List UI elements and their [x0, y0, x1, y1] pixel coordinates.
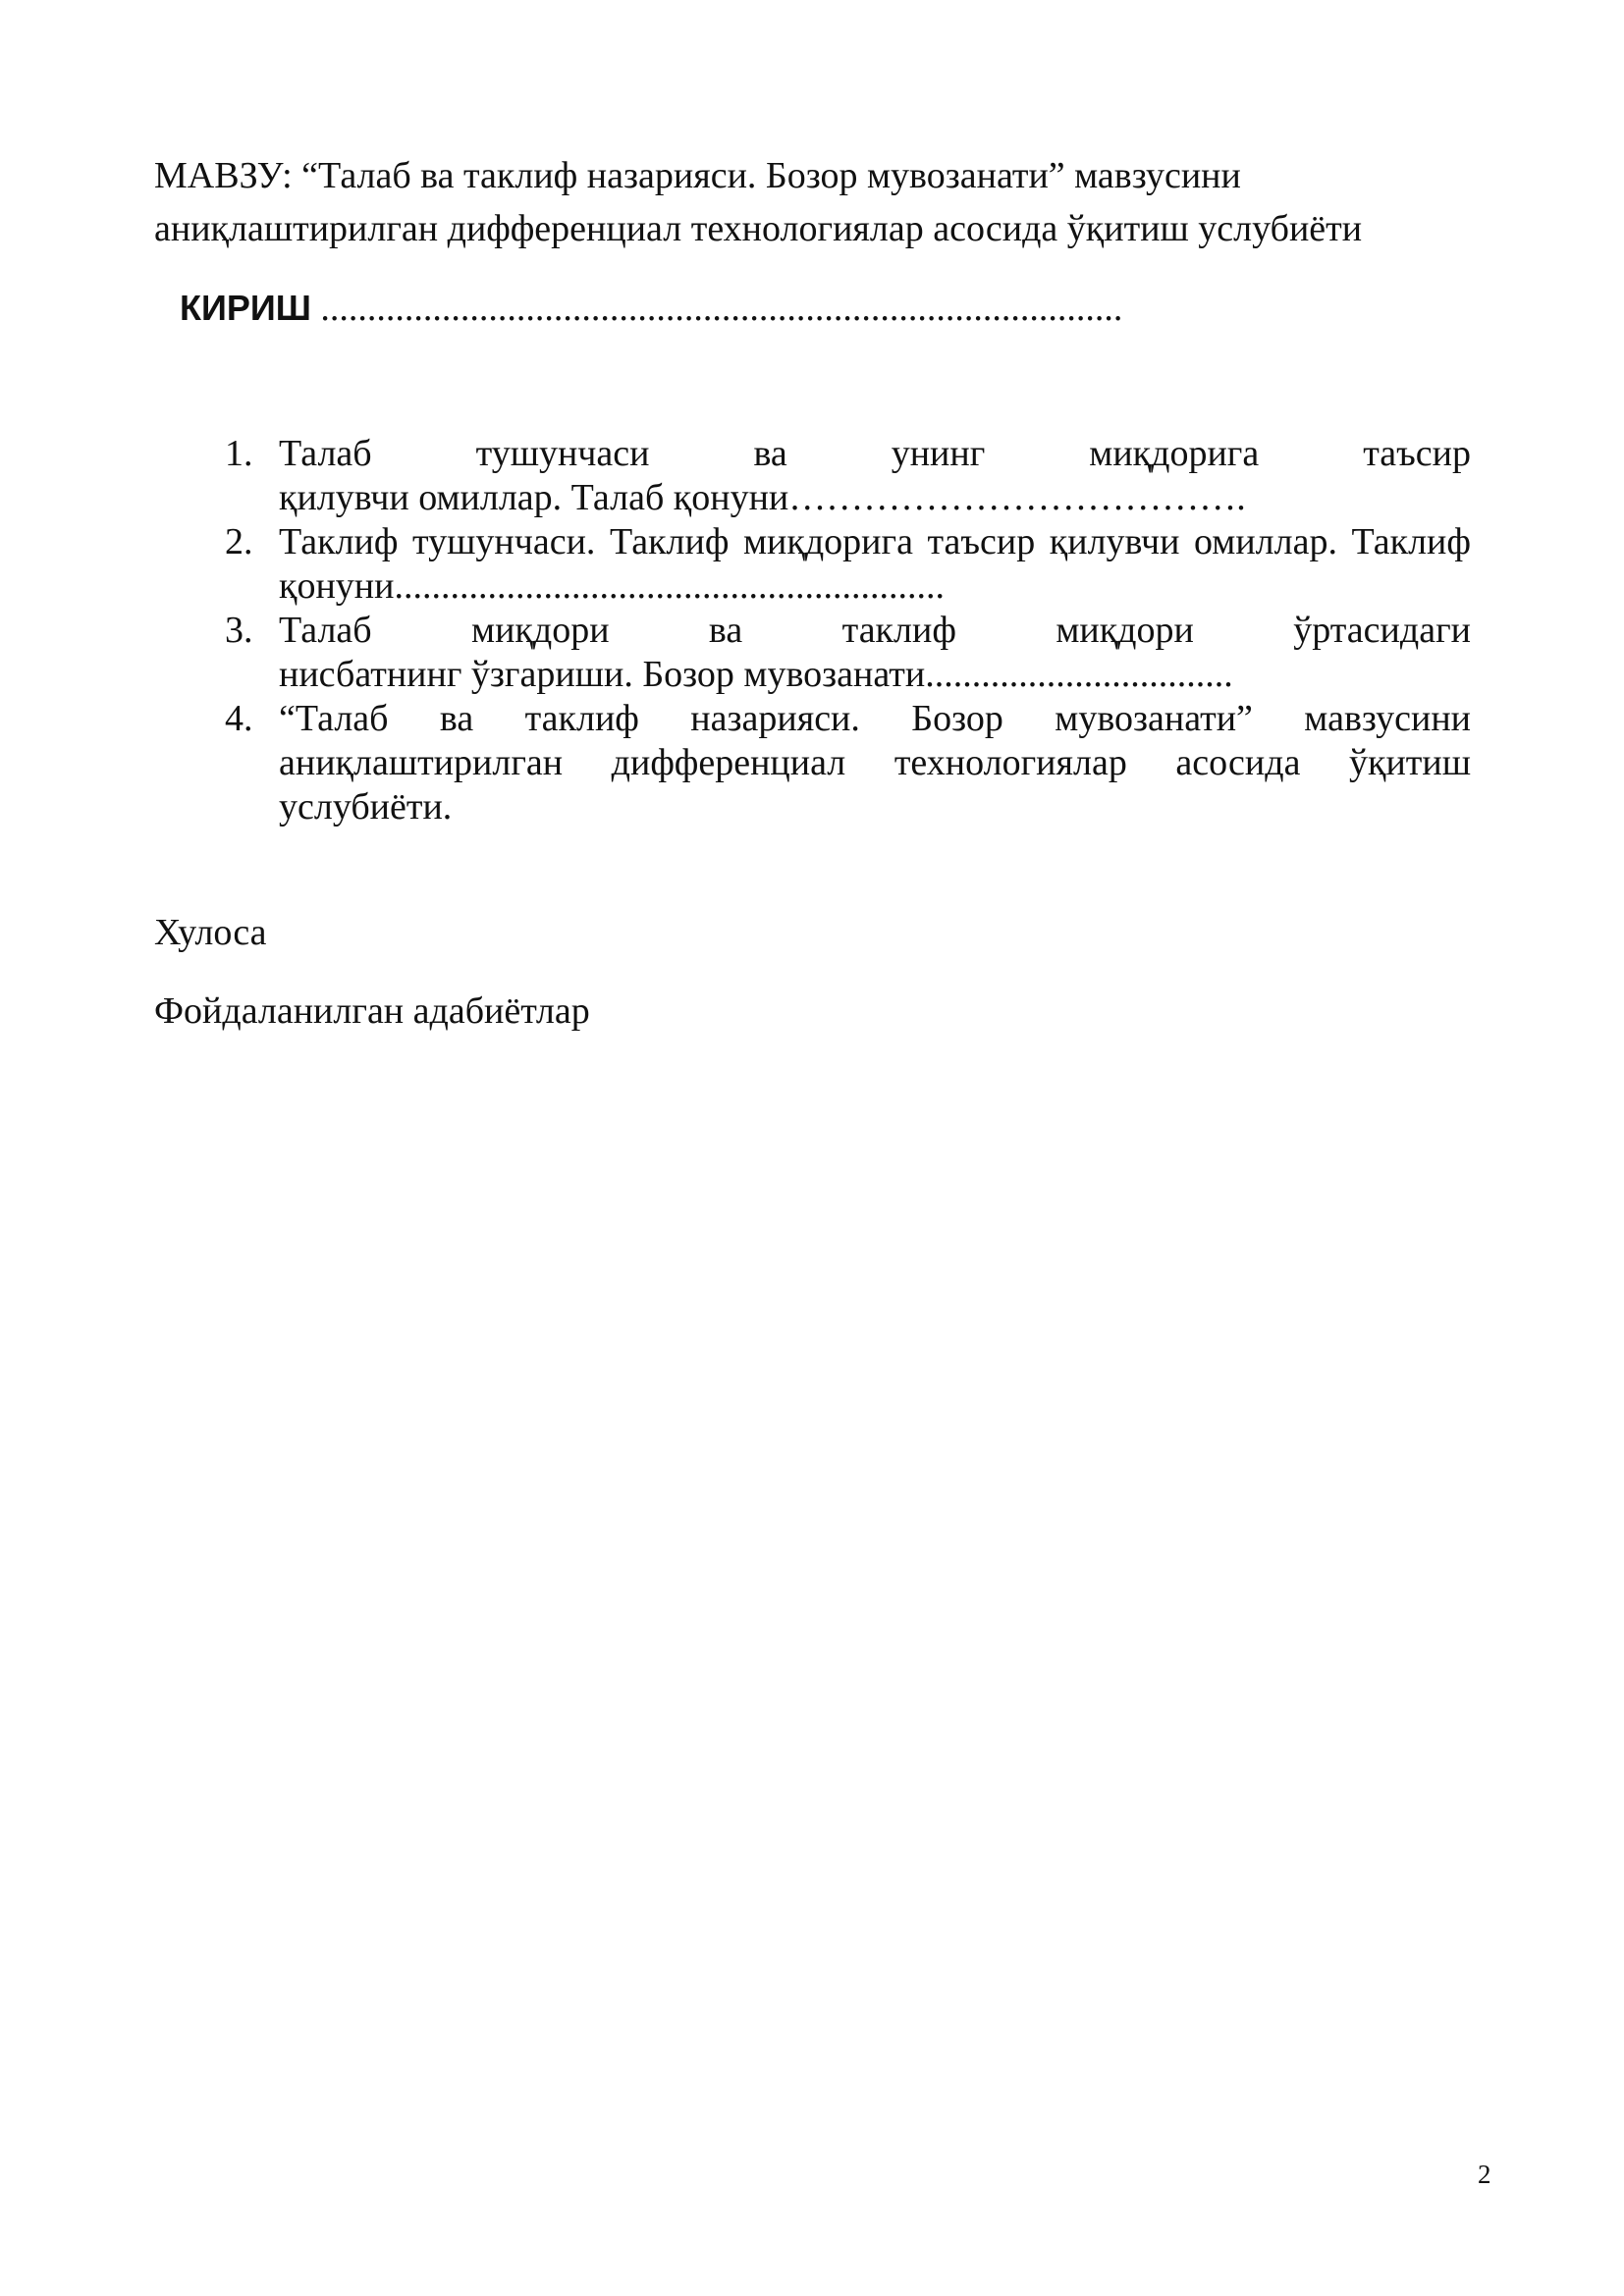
toc-item-3: [225, 609, 1471, 697]
toc-item-2: [225, 520, 1471, 609]
topic-heading: [154, 149, 1470, 255]
page-number: 2: [1478, 2160, 1491, 2189]
toc-item-text-line: “Талаб ва таклиф назарияси. Бозор мувозанати” мавзусини: [279, 698, 1471, 739]
toc-item-text-line: Таклиф тушунчаси. Таклиф миқдорига таъсир қилувчи омиллар. Таклиф: [279, 521, 1471, 562]
introduction-leader-dots: ......................................................................................: [310, 288, 1123, 329]
toc-item-1: [225, 432, 1471, 520]
toc-item-4: [225, 697, 1471, 829]
toc-item-text-rest: қилувчи омиллар. Талаб қонуни……………………………….: [279, 477, 1246, 518]
introduction-label: КИРИШ: [180, 288, 311, 328]
toc-item-text-line: Талаб миқдори ва таклиф миқдори ўртасидаги: [279, 610, 1471, 651]
table-of-contents: [225, 432, 1471, 829]
toc-item-text-rest: нисбатнинг ўзгариши. Бозор мувозанати.................................: [279, 654, 1233, 695]
toc-item-text-rest: қонуни...........................................................: [279, 565, 945, 607]
toc-item-number: 1.: [225, 433, 253, 474]
toc-entry-conclusion: Хулоса: [154, 912, 267, 953]
topic-line-2: аниқлаштирилган дифференциал технологиялар асосида ўқитиш услубиёти: [154, 208, 1363, 249]
toc-entry-introduction: [180, 282, 1122, 335]
topic-line-1: МАВЗУ: “Талаб ва таклиф назарияси. Бозор мувозанати” мавзусини: [154, 155, 1241, 196]
toc-item-text-rest: аниқлаштирилган дифференциал технологиялар асосида ўқитиш услубиёти.: [279, 742, 1471, 828]
toc-entry-references: Фойдаланилган адабиётлар: [154, 990, 590, 1032]
toc-item-number: 2.: [225, 521, 253, 562]
toc-item-number: 4.: [225, 698, 253, 739]
toc-item-text-line: Талаб тушунчаси ва унинг миқдорига таъсир: [279, 433, 1471, 474]
toc-item-number: 3.: [225, 610, 253, 651]
